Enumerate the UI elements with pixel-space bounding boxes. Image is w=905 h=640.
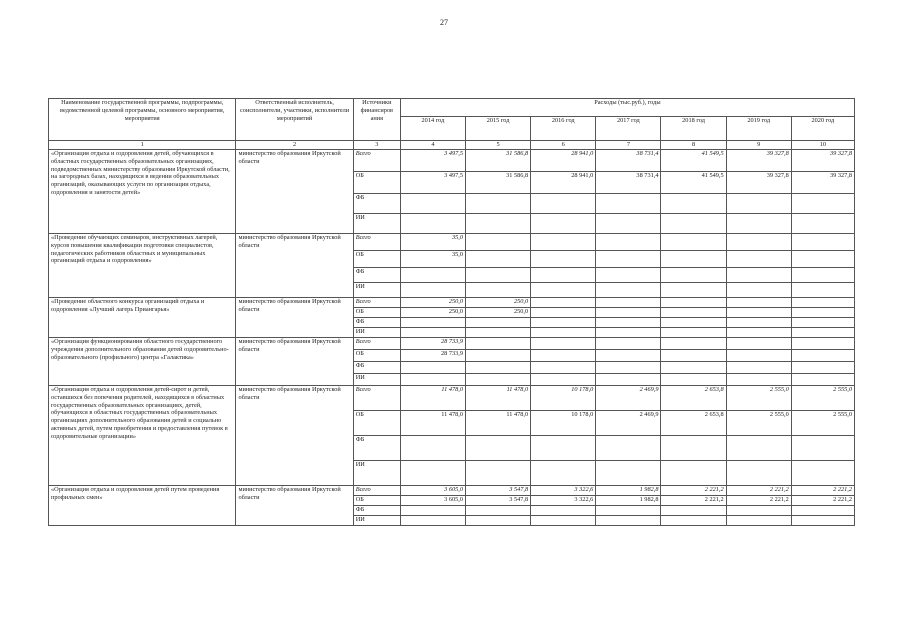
funding-source: ИИ	[353, 374, 400, 386]
expense-value: 2 221,2	[661, 486, 726, 496]
expense-value	[531, 234, 596, 251]
expense-value	[791, 268, 854, 283]
expense-value	[791, 461, 854, 486]
column-number: 5	[466, 141, 531, 150]
table-body	[49, 150, 855, 526]
expense-value	[726, 328, 791, 338]
expense-value: 2 469,9	[596, 386, 661, 411]
expense-value	[596, 283, 661, 298]
expense-value: 28 733,9	[400, 350, 465, 362]
funding-source: Всего	[353, 234, 400, 251]
expense-value: 250,0	[466, 298, 531, 308]
expense-value	[726, 268, 791, 283]
funding-source: ИИ	[353, 328, 400, 338]
funding-source: ФБ	[353, 362, 400, 374]
expense-value: 2 653,8	[661, 386, 726, 411]
expense-value	[661, 516, 726, 526]
expense-value	[791, 350, 854, 362]
expense-value: 3 605,0	[400, 496, 465, 506]
funding-source: ИИ	[353, 283, 400, 298]
expense-value: 2 221,2	[791, 486, 854, 496]
expense-value	[726, 194, 791, 214]
expense-value	[726, 350, 791, 362]
funding-source: ИИ	[353, 214, 400, 234]
expense-value	[596, 436, 661, 461]
expense-value: 250,0	[400, 298, 465, 308]
funding-source: Всего	[353, 338, 400, 350]
expense-value: 1 982,8	[596, 486, 661, 496]
expense-value	[596, 338, 661, 350]
expense-value: 2 221,2	[726, 496, 791, 506]
expense-value	[596, 516, 661, 526]
funding-source: ОБ	[353, 251, 400, 268]
expense-value: 3 497,5	[400, 150, 465, 172]
header-year: 2016 год	[531, 117, 596, 141]
responsible-executor: министерство образования Иркутской области	[236, 150, 353, 234]
responsible-executor: министерство образования Иркутской области	[236, 486, 353, 526]
expense-value	[661, 283, 726, 298]
expense-value	[661, 362, 726, 374]
expense-value	[661, 350, 726, 362]
expense-value	[531, 516, 596, 526]
funding-source: Всего	[353, 386, 400, 411]
header-source: Источники финансиров ания	[353, 99, 400, 141]
expense-value	[661, 298, 726, 308]
expense-value	[400, 362, 465, 374]
expense-value	[596, 350, 661, 362]
expense-value	[726, 298, 791, 308]
expense-value	[466, 283, 531, 298]
header-year: 2019 год	[726, 117, 791, 141]
measure-name: «Организация отдыха и оздоровления детей-сирот и детей, оставшихся без попечения родителей, находящихся в областных государственных образовательных организациях, детей, обучающихся в областных государственных образовательных организациях дополнительного образования детей и социально активных детей, путем приобретения и предоставления путевок в оздоровительные организации»	[49, 386, 236, 486]
column-number: 6	[531, 141, 596, 150]
expense-value	[466, 214, 531, 234]
expense-value	[791, 251, 854, 268]
expenses-table	[48, 98, 855, 526]
expense-value	[726, 506, 791, 516]
expense-value	[791, 362, 854, 374]
expense-value	[466, 268, 531, 283]
expense-value	[791, 318, 854, 328]
expense-value	[531, 298, 596, 308]
expense-value: 11 478,0	[400, 411, 465, 436]
expense-value: 3 547,8	[466, 496, 531, 506]
header-year: 2020 год	[791, 117, 854, 141]
expense-value: 39 327,8	[791, 150, 854, 172]
table-row	[49, 150, 855, 172]
expense-value	[400, 506, 465, 516]
expense-value: 2 555,0	[791, 386, 854, 411]
expense-value	[400, 318, 465, 328]
expense-value	[466, 374, 531, 386]
column-number: 2	[236, 141, 353, 150]
expense-value: 11 478,0	[466, 411, 531, 436]
expense-value	[661, 328, 726, 338]
expense-value	[596, 268, 661, 283]
column-number: 10	[791, 141, 854, 150]
expense-value	[726, 318, 791, 328]
measure-name: «Организация функционирования областного государственного учреждения дополнительного образования детей оздоровительно-образовательного (профильного) центра «Галактика»	[49, 338, 236, 386]
expense-value	[400, 461, 465, 486]
expense-value: 39 327,8	[726, 172, 791, 194]
expense-value	[661, 318, 726, 328]
funding-source: ОБ	[353, 411, 400, 436]
expense-value	[466, 516, 531, 526]
expense-value: 35,0	[400, 234, 465, 251]
expense-value	[726, 214, 791, 234]
expense-value	[596, 234, 661, 251]
expense-value	[791, 194, 854, 214]
funding-source: ФБ	[353, 506, 400, 516]
expense-value	[466, 338, 531, 350]
expense-value	[596, 308, 661, 318]
column-number: 4	[400, 141, 465, 150]
expense-value: 35,0	[400, 251, 465, 268]
expense-value	[531, 506, 596, 516]
expense-value	[466, 362, 531, 374]
expense-value: 250,0	[400, 308, 465, 318]
expense-value	[726, 338, 791, 350]
expense-value	[661, 194, 726, 214]
expense-value	[466, 506, 531, 516]
expense-value	[661, 251, 726, 268]
column-number: 9	[726, 141, 791, 150]
expense-value	[596, 318, 661, 328]
expense-value: 10 178,0	[531, 386, 596, 411]
expense-value	[661, 506, 726, 516]
expense-value	[661, 234, 726, 251]
expense-value	[531, 374, 596, 386]
expense-value	[596, 374, 661, 386]
expense-value: 3 605,0	[400, 486, 465, 496]
expense-value	[791, 516, 854, 526]
expense-value	[726, 251, 791, 268]
expense-value	[531, 338, 596, 350]
measure-name: «Проведение областного конкурса организаций отдыха и оздоровления «Лучший лагерь Приангарья»	[49, 298, 236, 338]
expense-value	[661, 338, 726, 350]
expense-value	[531, 461, 596, 486]
expense-value: 3 497,5	[400, 172, 465, 194]
expense-value: 38 731,4	[596, 150, 661, 172]
expense-value	[726, 234, 791, 251]
measure-name: «Организация отдыха и оздоровления детей, обучающихся в областных государственных образовательных организациях, подведомственных министерству образования Иркутской области, на загородных базах, находящихся в ведении образовательных организаций, оказывающих услуги по организации отдыха, оздоровления и занятости детей»	[49, 150, 236, 234]
expense-value: 39 327,8	[726, 150, 791, 172]
expense-value: 3 322,6	[531, 486, 596, 496]
expense-value: 2 555,0	[726, 386, 791, 411]
expense-value	[726, 362, 791, 374]
expense-value	[466, 251, 531, 268]
expense-value	[531, 362, 596, 374]
column-number: 3	[353, 141, 400, 150]
expense-value	[791, 234, 854, 251]
funding-source: ФБ	[353, 194, 400, 214]
expense-value: 41 549,5	[661, 172, 726, 194]
responsible-executor: министерство образования Иркутской области	[236, 234, 353, 298]
expense-value	[400, 194, 465, 214]
expense-value	[726, 283, 791, 298]
expense-value: 2 221,2	[661, 496, 726, 506]
funding-source: ОБ	[353, 350, 400, 362]
expense-value	[791, 436, 854, 461]
table-row	[49, 234, 855, 251]
expense-value: 3 547,8	[466, 486, 531, 496]
expense-value: 2 653,8	[661, 411, 726, 436]
expense-value	[531, 194, 596, 214]
expense-value: 2 221,2	[726, 486, 791, 496]
funding-source: ФБ	[353, 318, 400, 328]
expense-value	[531, 251, 596, 268]
expense-value	[466, 436, 531, 461]
table-row	[49, 386, 855, 411]
measure-name: «Проведение обучающих семинаров, инструктивных лагерей, курсов повышения квалификации подготовки специалистов, педагогических работников областных и муниципальных организаций отдыха и оздоровления»	[49, 234, 236, 298]
expense-value	[726, 436, 791, 461]
expense-value	[596, 214, 661, 234]
expense-value	[531, 214, 596, 234]
expense-value	[596, 506, 661, 516]
expense-value	[531, 318, 596, 328]
responsible-executor: министерство образования Иркутской области	[236, 298, 353, 338]
column-number: 7	[596, 141, 661, 150]
expense-value	[400, 283, 465, 298]
expense-value: 11 478,0	[400, 386, 465, 411]
header-expenses: Расходы (тыс.руб.), годы	[400, 99, 854, 117]
expense-value	[661, 461, 726, 486]
expense-value	[596, 194, 661, 214]
expense-value: 2 555,0	[726, 411, 791, 436]
expense-value	[661, 436, 726, 461]
expense-value	[596, 328, 661, 338]
page-number: 27	[440, 18, 448, 27]
column-number: 1	[49, 141, 236, 150]
funding-source: ОБ	[353, 172, 400, 194]
expense-value	[400, 214, 465, 234]
expense-value: 31 586,8	[466, 150, 531, 172]
expense-value	[791, 308, 854, 318]
expense-value	[726, 308, 791, 318]
expense-value	[466, 234, 531, 251]
table-row	[49, 486, 855, 496]
expense-value	[791, 338, 854, 350]
expense-value	[791, 283, 854, 298]
expense-value	[400, 436, 465, 461]
expense-value: 38 731,4	[596, 172, 661, 194]
funding-source: ОБ	[353, 496, 400, 506]
expense-value	[531, 350, 596, 362]
expense-value	[400, 374, 465, 386]
expense-value	[400, 268, 465, 283]
funding-source: ОБ	[353, 308, 400, 318]
expense-value: 250,0	[466, 308, 531, 318]
expense-value: 11 478,0	[466, 386, 531, 411]
expense-value	[791, 214, 854, 234]
expense-value	[466, 194, 531, 214]
expense-value	[466, 318, 531, 328]
expense-value	[726, 516, 791, 526]
funding-source: ФБ	[353, 268, 400, 283]
header-year: 2017 год	[596, 117, 661, 141]
header-name: Наименование государственной программы, подпрограммы, ведомственной целевой программы, основного мероприятия, мероприятия	[49, 99, 236, 141]
expense-value	[726, 461, 791, 486]
expense-value: 2 555,0	[791, 411, 854, 436]
column-number: 8	[661, 141, 726, 150]
expense-value	[791, 328, 854, 338]
expense-value	[531, 308, 596, 318]
funding-source: Всего	[353, 486, 400, 496]
funding-source: ИИ	[353, 461, 400, 486]
funding-source: ИИ	[353, 516, 400, 526]
header-responsible: Ответственный исполнитель, соисполнители, участники, исполнители мероприятий	[236, 99, 353, 141]
responsible-executor: министерство образования Иркутской области	[236, 338, 353, 386]
expense-value	[531, 283, 596, 298]
expense-value	[466, 328, 531, 338]
expense-value: 2 221,2	[791, 496, 854, 506]
expense-value: 28 941,0	[531, 172, 596, 194]
responsible-executor: министерство образования Иркутской области	[236, 386, 353, 486]
expense-value: 41 549,5	[661, 150, 726, 172]
table-header	[49, 99, 855, 150]
measure-name: «Организация отдыха и оздоровления детей путем проведения профильных смен»	[49, 486, 236, 526]
expense-value	[596, 298, 661, 308]
expense-value	[531, 268, 596, 283]
expense-value: 31 586,8	[466, 172, 531, 194]
expense-value	[596, 362, 661, 374]
expense-value	[661, 268, 726, 283]
expense-value: 1 982,8	[596, 496, 661, 506]
expense-value	[726, 374, 791, 386]
funding-source: ФБ	[353, 436, 400, 461]
expense-value	[466, 350, 531, 362]
expense-value: 3 322,6	[531, 496, 596, 506]
expense-value	[661, 374, 726, 386]
funding-source: Всего	[353, 298, 400, 308]
expense-value: 2 469,9	[596, 411, 661, 436]
expense-value	[791, 298, 854, 308]
expense-value	[400, 328, 465, 338]
table-row	[49, 298, 855, 308]
expense-value: 10 178,0	[531, 411, 596, 436]
expense-value	[596, 461, 661, 486]
expense-value	[596, 251, 661, 268]
header-year: 2015 год	[466, 117, 531, 141]
expense-value: 39 327,8	[791, 172, 854, 194]
expense-value	[791, 506, 854, 516]
header-year: 2018 год	[661, 117, 726, 141]
expense-value	[466, 461, 531, 486]
expense-value	[531, 436, 596, 461]
expense-value: 28 941,0	[531, 150, 596, 172]
funding-source: Всего	[353, 150, 400, 172]
expense-value	[791, 374, 854, 386]
expense-value	[661, 214, 726, 234]
expense-value	[531, 328, 596, 338]
header-year: 2014 год	[400, 117, 465, 141]
expense-value	[661, 308, 726, 318]
expense-value	[400, 516, 465, 526]
expense-value: 28 733,9	[400, 338, 465, 350]
table-row	[49, 338, 855, 350]
